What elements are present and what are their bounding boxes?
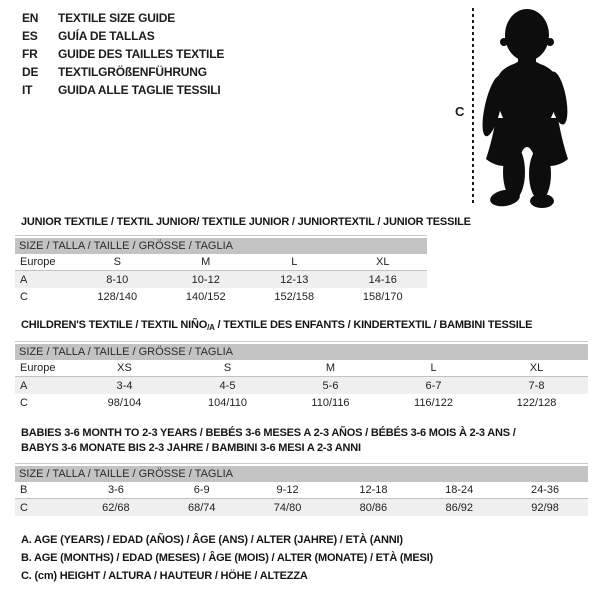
size-cell: S [223, 362, 232, 374]
legend-height-cm: C. (cm) HEIGHT / ALTURA / HAUTEUR / HÖHE / ALTEZZA [21, 570, 308, 582]
height-cell: 152/158 [274, 290, 315, 303]
baby-silhouette-icon [478, 2, 600, 212]
lang-code: FR [22, 47, 38, 61]
row-label: A [20, 379, 28, 392]
height-cell: 68/74 [187, 501, 216, 514]
junior-height-row [15, 288, 427, 305]
lang-code: IT [22, 83, 33, 97]
age-cell: 8-10 [106, 273, 129, 286]
babies-title-line2: BABYS 3-6 MONATE BIS 2-3 JAHRE / BAMBINI 3-6 MESI A 2-3 ANNI [21, 442, 361, 454]
age-cell: 9-12 [276, 484, 299, 496]
age-cell: 18-24 [445, 484, 474, 496]
height-measure-label: C [455, 104, 465, 119]
row-label: Europe [20, 256, 56, 268]
row-label: C [20, 396, 28, 409]
age-cell: 12-18 [359, 484, 388, 496]
height-cell: 74/80 [273, 501, 302, 514]
height-cell: 104/110 [208, 396, 247, 409]
children-sizes-row [15, 360, 588, 377]
babies-age-row [15, 482, 588, 499]
lang-label: TEXTILE SIZE GUIDE [58, 11, 176, 25]
legend-age-months: B. AGE (MONTHS) / EDAD (MESES) / ÂGE (MOIS) / ALTER (MONATE) / ETÀ (MESI) [21, 552, 433, 564]
lang-code: EN [22, 11, 39, 25]
size-cell: XL [529, 362, 544, 374]
babies-table-title [21, 426, 516, 456]
lang-code: ES [22, 29, 38, 43]
age-cell: 12-13 [280, 273, 309, 286]
age-cell: 3-6 [107, 484, 124, 496]
children-age-row [15, 377, 588, 394]
height-cell: 158/170 [362, 290, 403, 303]
height-cell: 140/152 [185, 290, 226, 303]
row-label: B [20, 484, 28, 496]
size-cell: XL [376, 256, 390, 268]
lang-row-de [22, 63, 224, 81]
baby-height-figure [440, 0, 600, 215]
lang-row-fr [22, 45, 224, 63]
lang-label: TEXTILGRÖßENFÜHRUNG [58, 65, 207, 79]
height-cell: 128/140 [97, 290, 138, 303]
age-cell: 24-36 [530, 484, 560, 496]
lang-label: GUIDA ALLE TAGLIE TESSILI [58, 83, 221, 97]
lang-row-it [22, 81, 224, 99]
age-cell: 10-12 [191, 273, 220, 286]
junior-age-row [15, 271, 427, 288]
lang-label: GUÍA DE TALLAS [58, 29, 155, 43]
row-label: A [20, 273, 28, 286]
junior-size-header-bar: SIZE / TALLA / TAILLE / GRÖSSE / TAGLIA [15, 238, 427, 254]
height-cell: 62/68 [102, 501, 130, 514]
age-cell: 6-7 [425, 379, 442, 392]
height-cell: 110/116 [311, 396, 350, 409]
height-cell: 98/104 [107, 396, 142, 409]
age-cell: 6-9 [193, 484, 210, 496]
children-title-sub: /A [207, 323, 215, 332]
junior-sizes-row [15, 254, 427, 271]
age-cell: 14-16 [368, 273, 397, 286]
size-cell: M [325, 362, 336, 374]
lang-label: GUIDE DES TAILLES TEXTILE [58, 47, 225, 61]
lang-row-en [22, 9, 224, 27]
size-cell: S [113, 256, 121, 268]
row-label: C [20, 290, 28, 303]
height-cell: 116/122 [414, 396, 453, 409]
height-cell: 80/86 [359, 501, 388, 514]
size-cell: XS [117, 362, 132, 374]
children-size-header-bar: SIZE / TALLA / TAILLE / GRÖSSE / TAGLIA [15, 344, 588, 360]
children-height-row [15, 394, 588, 411]
babies-size-table [15, 463, 588, 516]
legend-age-years: A. AGE (YEARS) / EDAD (AÑOS) / ÂGE (ANS) / ALTER (JAHRE) / ETÀ (ANNI) [21, 534, 403, 546]
language-title-list [22, 9, 224, 99]
children-size-table [15, 341, 588, 411]
age-cell: 7-8 [528, 379, 545, 392]
babies-height-row [15, 499, 588, 516]
height-dotted-line-icon [472, 8, 474, 206]
size-cell: L [291, 256, 298, 268]
height-cell: 86/92 [445, 501, 473, 514]
children-title-pre: CHILDREN'S TEXTILE / TEXTIL NIÑO [21, 319, 208, 331]
junior-size-table [15, 235, 427, 305]
children-table-title [21, 319, 532, 331]
age-cell: 4-5 [219, 379, 236, 392]
children-title-post: / TEXTILE DES ENFANTS / KINDERTEXTIL / BAMBINI TESSILE [214, 319, 533, 331]
age-cell: 3-4 [116, 379, 133, 392]
row-label: C [20, 501, 28, 514]
age-cell: 5-6 [322, 379, 339, 392]
measure-legend [21, 531, 433, 585]
row-label: Europe [20, 362, 56, 374]
babies-title-line1: BABIES 3-6 MONTH TO 2-3 YEARS / BEBÉS 3-6 MESES A 2-3 AÑOS / BÉBÉS 3-6 MOIS À 2-3 ANS / [21, 427, 516, 439]
size-cell: L [430, 362, 437, 374]
junior-table-title: JUNIOR TEXTILE / TEXTIL JUNIOR/ TEXTILE JUNIOR / JUNIORTEXTIL / JUNIOR TESSILE [21, 216, 471, 228]
height-cell: 122/128 [516, 396, 557, 409]
size-cell: M [201, 256, 211, 268]
lang-row-es [22, 27, 224, 45]
babies-size-header-bar: SIZE / TALLA / TAILLE / GRÖSSE / TAGLIA [15, 466, 588, 482]
height-cell: 92/98 [531, 501, 559, 514]
lang-code: DE [22, 65, 39, 79]
